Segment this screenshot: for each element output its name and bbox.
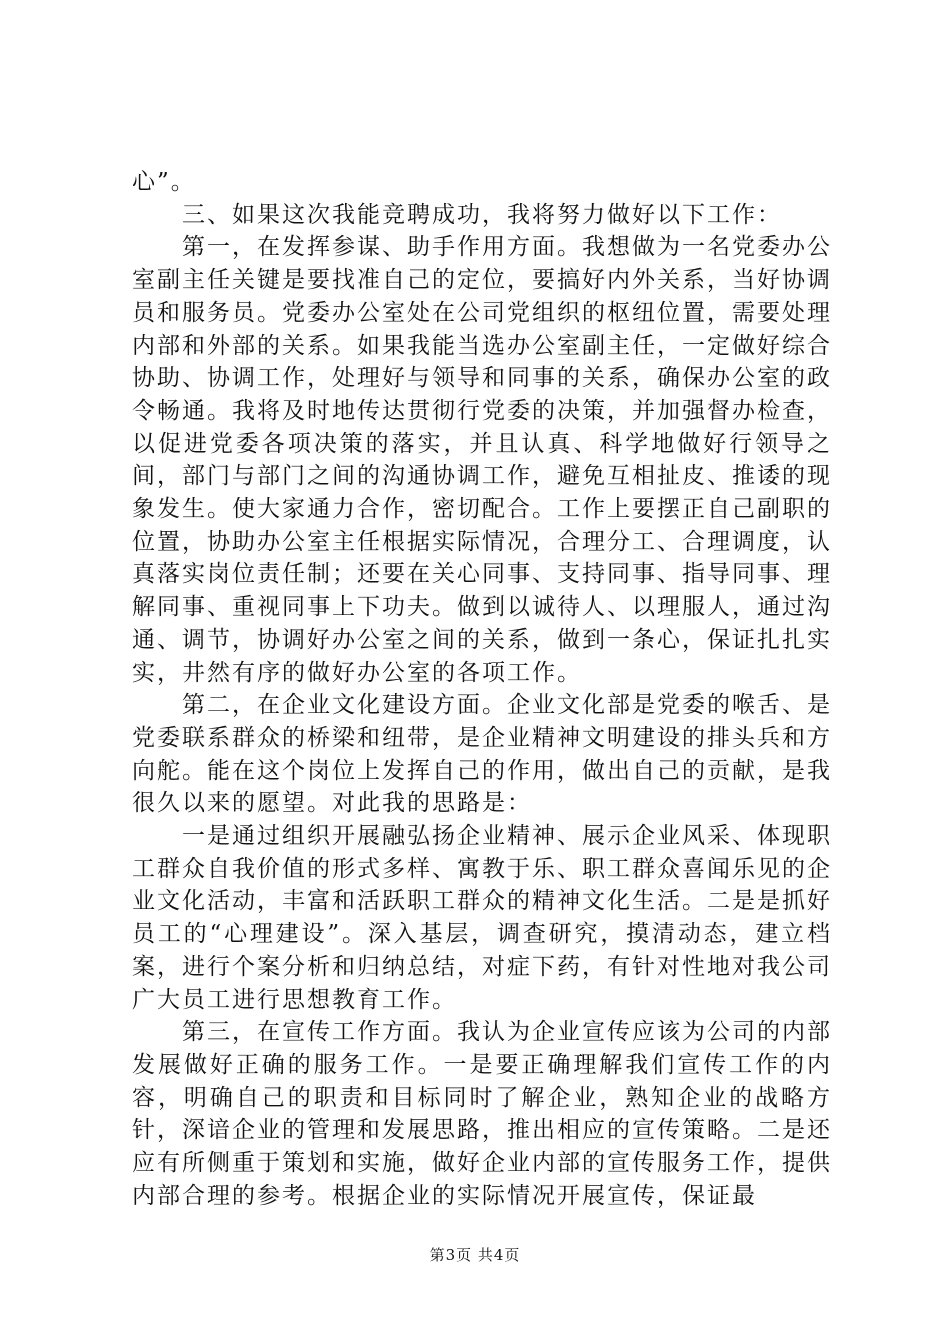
page-number-footer: 第3页 共4页: [429, 1246, 521, 1264]
paragraph-culture-activities: 一是通过组织开展融弘扬企业精神、展示企业风采、体现职工群众自我价值的形式多样、寓教于乐、职工群众喜闻乐见的企业文化活动，丰富和活跃职工群众的精神文化生活。二是是抓好员工的“心理建设”。深入基层，调查研究，摸清动态，建立档案，进行个案分析和归纳总结，对症下药，有针对性地对我公司广大员工进行思想教育工作。: [132, 823, 832, 1013]
paragraph-second-point: 第二，在企业文化建设方面。企业文化部是党委的喉舌、是党委联系群众的桥梁和纽带，是企业精神文明建设的排头兵和方向舵。能在这个岗位上发挥自己的作用，做出自己的贡献，是我很久以来的愿望。对此我的思路是：: [132, 692, 832, 817]
paragraph-continuation: 心”。: [132, 169, 196, 195]
paragraph-section-three-heading: 三、如果这次我能竞聘成功，我将努力做好以下工作：: [182, 201, 782, 228]
paragraph-third-point: 第三，在宣传工作方面。我认为企业宣传应该为公司的内部发展做好正确的服务工作。一是要正确理解我们宣传工作的内容，明确自己的职责和目标同时了解企业，熟知企业的战略方针，深谙企业的管理和发展思路，推出相应的宣传策略。二是还应有所侧重于策划和实施，做好企业内部的宣传服务工作，提供内部合理的参考。根据企业的实际情况开展宣传，保证最: [132, 1019, 832, 1209]
document-body: [132, 166, 832, 1213]
paragraph-first-point: 第一，在发挥参谋、助手作用方面。我想做为一名党委办公室副主任关键是要找准自己的定位，要搞好内外关系，当好协调员和服务员。党委办公室处在公司党组织的枢纽位置，需要处理内部和外部的关系。如果我能当选办公室副主任，一定做好综合协助、协调工作，处理好与领导和同事的关系，确保办公室的政令畅通。我将及时地传达贯彻行党委的决策，并加强督办检查，以促进党委各项决策的落实，并且认真、科学地做好行领导之间，部门与部门之间的沟通协调工作，避免互相扯皮、推诿的现象发生。使大家通力合作，密切配合。工作上要摆正自己副职的位置，协助办公室主任根据实际情况，合理分工、合理调度，认真落实岗位责任制；还要在关心同事、支持同事、指导同事、理解同事、重视同事上下功夫。做到以诚待人、以理服人，通过沟通、调节，协调好办公室之间的关系，做到一条心，保证扎扎实实，井然有序的做好办公室的各项工作。: [132, 234, 832, 686]
